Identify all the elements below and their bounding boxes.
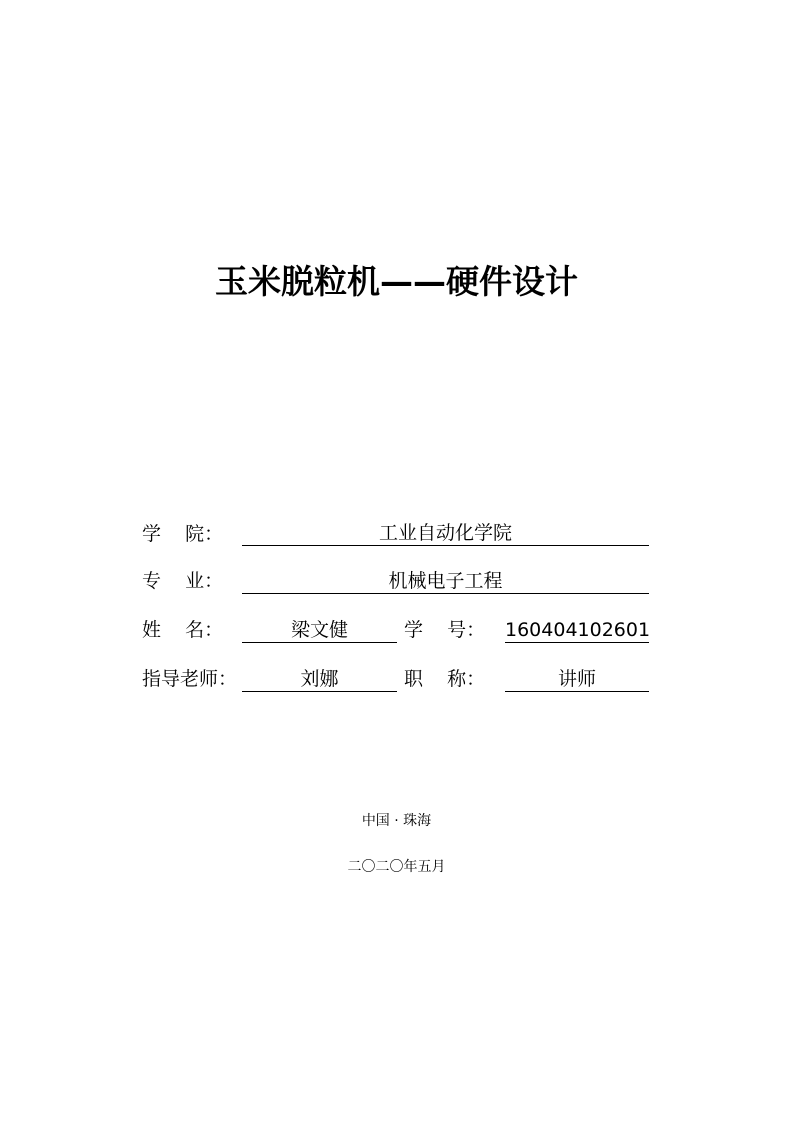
college-field: 工业自动化学院 [242, 521, 649, 546]
major-label: 专 业： [142, 570, 224, 592]
student-id-label: 学 号： [404, 619, 486, 641]
footer-location: 中国 · 珠海 [361, 813, 432, 829]
footer-date: 二〇二〇年五月 [347, 859, 446, 875]
name-label: 姓 名： [142, 619, 224, 641]
advisor-field: 刘娜 [242, 667, 397, 692]
student-id-field: 160404102601 [505, 619, 651, 641]
document-title: 玉米脱粒机——硬件设计 [215, 262, 578, 301]
name-field: 梁文健 [242, 618, 397, 643]
rank-label: 职 称： [404, 668, 486, 690]
rank-field: 讲师 [505, 667, 649, 692]
college-label: 学 院： [142, 523, 224, 545]
advisor-label: 指导老师： [142, 668, 238, 690]
major-field: 机械电子工程 [242, 569, 649, 594]
